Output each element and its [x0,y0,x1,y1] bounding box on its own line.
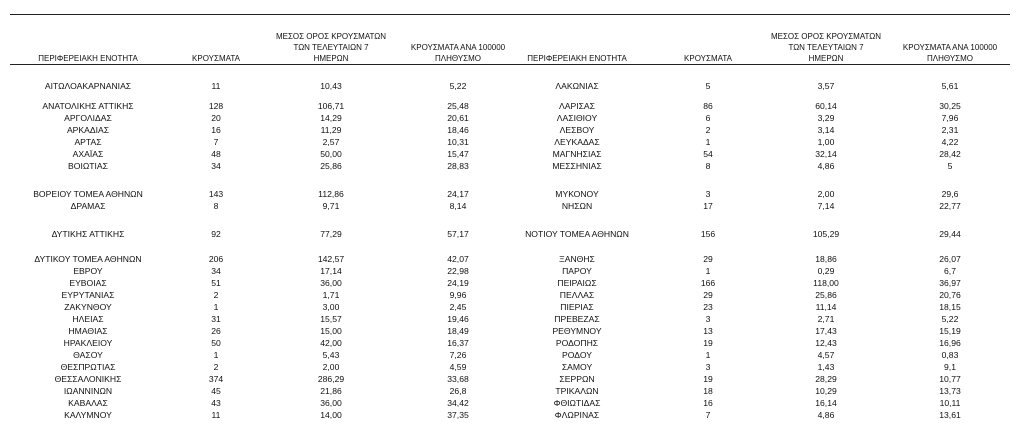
left-region-cell: ΘΕΣΠΡΩΤΙΑΣ [60,362,116,372]
right-region-cell: ΠΙΕΡΙΑΣ [560,302,594,312]
left-per100k-cell: 18,46 [447,125,469,135]
right-per100k-cell: 0,83 [941,350,959,360]
left-region-cell: ΒΟΡΕΙΟΥ ΤΟΜΕΑ ΑΘΗΝΩΝ [33,189,143,199]
right-avg7-cell: 17,43 [815,326,837,336]
right-region-cell: ΡΟΔΟΥ [562,350,592,360]
left-per100k-cell: 24,19 [447,278,469,288]
right-region-cell: ΡΕΘΥΜΝΟΥ [552,326,602,336]
left-avg7-cell: 286,29 [317,374,345,384]
right-header-cases: ΚΡΟΥΣΜΑΤΑ [684,54,732,63]
right-region-cell: ΛΑΡΙΣΑΣ [559,101,595,111]
right-cases-cell: 156 [700,229,716,239]
left-cases-cell: 2 [213,362,219,372]
left-per100k-cell: 26,8 [449,386,467,396]
left-region-cell: ΔΡΑΜΑΣ [70,201,106,211]
right-cases-cell: 5 [705,81,711,91]
left-per100k-cell: 20,61 [447,113,469,123]
right-region-cell: ΞΑΝΘΗΣ [559,254,595,264]
left-region-cell: ΕΥΒΟΙΑΣ [69,278,107,288]
right-per100k-cell: 5,22 [941,314,959,324]
right-per100k-cell: 13,73 [939,386,961,396]
right-cases-cell: 1 [705,266,711,276]
left-cases-cell: 11 [211,81,221,91]
right-per100k-cell: 5 [947,161,953,171]
left-per100k-cell: 34,42 [447,398,469,408]
right-cases-cell: 3 [705,314,711,324]
right-avg7-cell: 10,29 [815,386,837,396]
left-region-cell: ΑΡΤΑΣ [74,137,102,147]
right-header-avg-line1: ΜΕΣΟΣ ΟΡΟΣ ΚΡΟΥΣΜΑΤΩΝ [770,32,882,41]
left-region-cell: ΗΡΑΚΛΕΙΟΥ [63,338,113,348]
left-per100k-cell: 28,83 [447,161,469,171]
right-per100k-cell: 29,6 [941,189,959,199]
right-avg7-cell: 2,00 [817,189,835,199]
left-per100k-cell: 19,46 [447,314,469,324]
left-header-avg-line2: ΤΩΝ ΤΕΛΕΥΤΑΙΩΝ 7 [293,43,369,52]
right-per100k-cell: 28,42 [939,149,961,159]
left-region-cell: ΚΑΒΑΛΑΣ [68,398,108,408]
left-region-cell: ΗΜΑΘΙΑΣ [68,326,108,336]
left-region-cell: ΘΑΣΟΥ [73,350,103,360]
left-region-cell: ΕΥΡΥΤΑΝΙΑΣ [61,290,115,300]
left-header-region: ΠΕΡΙΦΕΡΕΙΑΚΗ ΕΝΟΤΗΤΑ [38,54,138,63]
right-region-cell: ΠΑΡΟΥ [562,266,592,276]
right-cases-cell: 1 [705,350,711,360]
left-per100k-cell: 42,07 [447,254,469,264]
left-per100k-cell: 18,49 [447,326,469,336]
right-avg7-cell: 32,14 [815,149,837,159]
right-avg7-cell: 0,29 [817,266,835,276]
left-region-cell: ΔΥΤΙΚΟΥ ΤΟΜΕΑ ΑΘΗΝΩΝ [34,254,142,264]
left-region-cell: ΕΒΡΟΥ [73,266,103,276]
left-region-cell: ΒΟΙΩΤΙΑΣ [68,161,108,171]
right-region-cell: ΛΑΚΩΝΙΑΣ [555,81,599,91]
left-avg7-cell: 9,71 [322,201,340,211]
left-cases-cell: 45 [211,386,221,396]
left-avg7-cell: 42,00 [320,338,342,348]
left-cases-cell: 51 [211,278,221,288]
right-region-cell: ΜΕΣΣΗΝΙΑΣ [552,161,602,171]
left-avg7-cell: 2,00 [322,362,340,372]
left-cases-cell: 143 [208,189,224,199]
left-region-cell: ΘΕΣΣΑΛΟΝΙΚΗΣ [54,374,122,384]
left-per100k-cell: 37,35 [447,410,469,420]
right-header-region: ΠΕΡΙΦΕΡΕΙΑΚΗ ΕΝΟΤΗΤΑ [527,54,627,63]
right-avg7-cell: 4,86 [817,161,835,171]
right-cases-cell: 3 [705,189,711,199]
right-region-cell: ΛΑΣΙΘΙΟΥ [556,113,598,123]
left-avg7-cell: 21,86 [320,386,342,396]
left-cases-cell: 48 [211,149,221,159]
left-region-cell: ΗΛΕΙΑΣ [72,314,104,324]
left-cases-cell: 34 [211,161,221,171]
left-region-cell: ΑΝΑΤΟΛΙΚΗΣ ΑΤΤΙΚΗΣ [42,101,134,111]
left-per100k-cell: 16,37 [447,338,469,348]
right-per100k-cell: 29,44 [939,229,961,239]
left-header-per100k-line1: ΚΡΟΥΣΜΑΤΑ ΑΝΑ 100000 [410,43,506,52]
left-avg7-cell: 2,57 [322,137,340,147]
left-cases-cell: 8 [213,201,219,211]
right-region-cell: ΦΘΙΩΤΙΔΑΣ [553,398,601,408]
left-per100k-cell: 5,22 [449,81,467,91]
right-avg7-cell: 105,29 [812,229,840,239]
left-header-per100k-line2: ΠΛΗΘΥΣΜΟ [434,54,482,63]
right-region-cell: ΤΡΙΚΑΛΩΝ [555,386,599,396]
right-avg7-cell: 28,29 [815,374,837,384]
left-region-cell: ΑΡΚΑΔΙΑΣ [66,125,110,135]
left-per100k-cell: 9,96 [449,290,467,300]
right-avg7-cell: 25,86 [815,290,837,300]
left-avg7-cell: 17,14 [320,266,342,276]
right-per100k-cell: 6,7 [944,266,956,276]
left-per100k-cell: 4,59 [449,362,467,372]
right-cases-cell: 3 [705,362,711,372]
left-per100k-cell: 33,68 [447,374,469,384]
right-cases-cell: 54 [703,149,713,159]
right-avg7-cell: 12,43 [815,338,837,348]
left-cases-cell: 16 [211,125,221,135]
left-header-avg-line1: ΜΕΣΟΣ ΟΡΟΣ ΚΡΟΥΣΜΑΤΩΝ [275,32,387,41]
left-avg7-cell: 15,57 [320,314,342,324]
right-cases-cell: 7 [705,410,711,420]
right-region-cell: ΝΗΣΩΝ [561,201,593,211]
left-region-cell: ΚΑΛΥΜΝΟΥ [64,410,112,420]
left-avg7-cell: 15,00 [320,326,342,336]
left-cases-cell: 7 [213,137,219,147]
right-cases-cell: 18 [703,386,713,396]
right-region-cell: ΛΕΣΒΟΥ [559,125,595,135]
right-cases-cell: 17 [703,201,713,211]
right-cases-cell: 19 [703,374,713,384]
left-per100k-cell: 25,48 [447,101,469,111]
right-avg7-cell: 16,14 [815,398,837,408]
right-per100k-cell: 30,25 [939,101,961,111]
left-cases-cell: 128 [208,101,224,111]
left-avg7-cell: 112,86 [318,189,344,199]
left-avg7-cell: 1,71 [322,290,340,300]
left-cases-cell: 2 [213,290,219,300]
right-avg7-cell: 2,71 [817,314,835,324]
left-per100k-cell: 22,98 [447,266,469,276]
left-per100k-cell: 15,47 [447,149,469,159]
right-per100k-cell: 13,61 [939,410,961,420]
right-cases-cell: 13 [703,326,713,336]
left-per100k-cell: 10,31 [447,137,469,147]
left-region-cell: ΑΙΤΩΛΟΑΚΑΡΝΑΝΙΑΣ [44,81,132,91]
left-avg7-cell: 11,29 [320,125,342,135]
right-header-avg-line2: ΤΩΝ ΤΕΛΕΥΤΑΙΩΝ 7 [788,43,864,52]
left-cases-cell: 31 [211,314,221,324]
left-region-cell: ΖΑΚΥΝΘΟΥ [64,302,112,312]
left-cases-cell: 26 [211,326,221,336]
left-avg7-cell: 14,00 [320,410,342,420]
right-per100k-cell: 22,77 [939,201,961,211]
left-header-avg-line3: ΗΜΕΡΩΝ [313,54,349,63]
right-per100k-cell: 4,22 [941,137,959,147]
left-cases-cell: 11 [211,410,221,420]
right-region-cell: ΠΕΛΛΑΣ [559,290,595,300]
right-per100k-cell: 9,1 [944,362,956,372]
left-cases-cell: 206 [208,254,224,264]
left-avg7-cell: 36,00 [320,398,342,408]
left-avg7-cell: 14,29 [320,113,342,123]
left-per100k-cell: 2,45 [449,302,467,312]
right-region-cell: ΛΕΥΚΑΔΑΣ [554,137,600,147]
right-region-cell: ΜΑΓΝΗΣΙΑΣ [552,149,602,159]
left-avg7-cell: 50,00 [320,149,342,159]
right-per100k-cell: 10,77 [939,374,961,384]
right-cases-cell: 16 [703,398,713,408]
right-per100k-cell: 18,15 [939,302,961,312]
right-avg7-cell: 60,14 [815,101,837,111]
right-cases-cell: 19 [703,338,713,348]
left-region-cell: ΑΧΑΪΑΣ [72,149,104,159]
right-header-per100k-line1: ΚΡΟΥΣΜΑΤΑ ΑΝΑ 100000 [902,43,998,52]
left-avg7-cell: 5,43 [322,350,340,360]
left-cases-cell: 43 [211,398,221,408]
right-region-cell: ΣΑΜΟΥ [561,362,593,372]
left-header-cases: ΚΡΟΥΣΜΑΤΑ [192,54,240,63]
right-region-cell: ΜΥΚΟΝΟΥ [555,189,599,199]
left-per100k-cell: 8,14 [449,201,467,211]
right-avg7-cell: 18,86 [815,254,837,264]
right-cases-cell: 29 [703,254,713,264]
left-avg7-cell: 10,43 [320,81,342,91]
right-header-per100k-line2: ΠΛΗΘΥΣΜΟ [926,54,974,63]
left-cases-cell: 92 [211,229,221,239]
left-avg7-cell: 142,57 [317,254,345,264]
right-per100k-cell: 15,19 [939,326,961,336]
right-cases-cell: 1 [705,137,711,147]
left-avg7-cell: 36,00 [320,278,342,288]
left-cases-cell: 1 [213,350,219,360]
right-cases-cell: 23 [703,302,713,312]
left-region-cell: ΑΡΓΟΛΙΔΑΣ [64,113,112,123]
left-cases-cell: 50 [211,338,221,348]
right-header-avg-line3: ΗΜΕΡΩΝ [808,54,844,63]
right-avg7-cell: 1,00 [817,137,835,147]
left-cases-cell: 20 [211,113,221,123]
right-avg7-cell: 3,57 [817,81,835,91]
right-per100k-cell: 2,31 [941,125,959,135]
left-region-cell: ΔΥΤΙΚΗΣ ΑΤΤΙΚΗΣ [51,229,125,239]
right-avg7-cell: 3,14 [817,125,835,135]
right-per100k-cell: 7,96 [941,113,959,123]
right-region-cell: ΣΕΡΡΩΝ [559,374,595,384]
right-region-cell: ΠΕΙΡΑΙΩΣ [557,278,597,288]
right-avg7-cell: 3,29 [817,113,835,123]
left-region-cell: ΙΩΑΝΝΙΝΩΝ [63,386,113,396]
right-per100k-cell: 5,61 [941,81,959,91]
left-avg7-cell: 3,00 [322,302,340,312]
right-per100k-cell: 10,11 [939,398,961,408]
right-avg7-cell: 4,57 [817,350,835,360]
right-region-cell: ΦΛΩΡΙΝΑΣ [554,410,600,420]
left-per100k-cell: 57,17 [447,229,469,239]
right-cases-cell: 6 [705,113,711,123]
right-cases-cell: 29 [703,290,713,300]
left-cases-cell: 34 [211,266,221,276]
right-cases-cell: 8 [705,161,711,171]
right-avg7-cell: 7,14 [817,201,835,211]
right-cases-cell: 2 [705,125,711,135]
right-avg7-cell: 1,43 [817,362,835,372]
right-avg7-cell: 11,14 [815,302,837,312]
right-per100k-cell: 16,96 [939,338,961,348]
right-avg7-cell: 118,00 [813,278,839,288]
right-per100k-cell: 36,97 [939,278,961,288]
left-cases-cell: 374 [208,374,224,384]
right-cases-cell: 86 [703,101,713,111]
right-region-cell: ΠΡΕΒΕΖΑΣ [554,314,600,324]
right-cases-cell: 166 [700,278,716,288]
left-per100k-cell: 7,26 [449,350,467,360]
right-per100k-cell: 20,76 [939,290,961,300]
left-avg7-cell: 77,29 [320,229,342,239]
left-avg7-cell: 106,71 [317,101,345,111]
right-region-cell: ΝΟΤΙΟΥ ΤΟΜΕΑ ΑΘΗΝΩΝ [525,229,629,239]
right-per100k-cell: 26,07 [939,254,961,264]
right-region-cell: ΡΟΔΟΠΗΣ [555,338,599,348]
left-avg7-cell: 25,86 [320,161,342,171]
left-cases-cell: 1 [213,302,219,312]
left-per100k-cell: 24,17 [447,189,469,199]
right-avg7-cell: 4,86 [817,410,835,420]
